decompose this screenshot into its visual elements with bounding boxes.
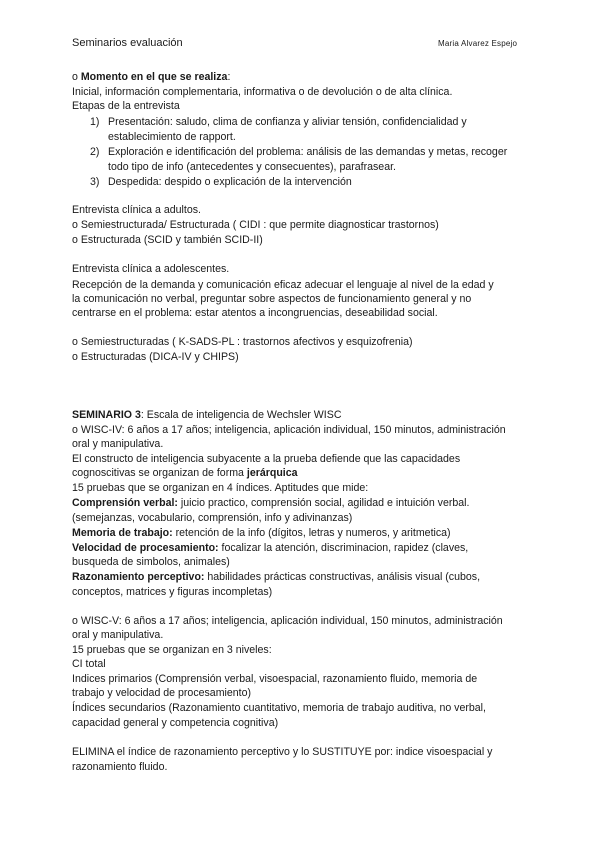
stages-title: Etapas de la entrevista <box>72 100 180 112</box>
document-title: Seminarios evaluación <box>72 37 183 49</box>
adolescentes-item: o Estructuradas (DICA-IV y CHIPS) <box>72 351 239 363</box>
indice-line: conceptos, matrices y figuras incompletas) <box>72 586 273 598</box>
adolescentes-line: centrarse en el problema: estar atentos a incongruencias, deseabilidad social. <box>72 307 438 319</box>
adolescentes-line: la comunicación no verbal, preguntar sobre aspectos de funcionamiento general y no <box>72 293 472 305</box>
indice-line: Razonamiento perceptivo: habilidades prácticas constructivas, análisis visual (cubos, <box>72 571 481 583</box>
adolescentes-item: o Semiestructuradas ( K-SADS-PL : trastornos afectivos y esquizofrenia) <box>72 336 413 348</box>
indice-line: busqueda de simbolos, animales) <box>72 556 230 568</box>
stage-number: 2) <box>90 146 100 158</box>
wisc5-line: oral y manipulativa. <box>72 629 164 641</box>
indice-line: Memoria de trabajo: retención de la info (dígitos, letras y numeros, y aritmetica) <box>72 527 451 539</box>
wisc5-line: o WISC-V: 6 años a 17 años; inteligencia, aplicación individual, 150 minutos, administración <box>72 615 503 627</box>
wisc5-line: Indices primarios (Comprensión verbal, visoespacial, razonamiento fluido, memoria de <box>72 673 478 685</box>
elimina-line: razonamiento fluido. <box>72 761 168 773</box>
wisc5-line: CI total <box>72 658 106 670</box>
indice-line: Velocidad de procesamiento: focalizar la atención, discriminacion, rapidez (claves, <box>72 542 469 554</box>
adultos-title: Entrevista clínica a adultos. <box>72 204 201 216</box>
wisc4-line: o WISC-IV: 6 años a 17 años; inteligencia, aplicación individual, 150 minutos, administración <box>72 424 506 436</box>
stage-text: Presentación: saludo, clima de confianza y aliviar tensión, confidencialidad y <box>108 116 467 128</box>
author-name: Maria Alvarez Espejo <box>438 39 518 48</box>
momento-heading: o Momento en el que se realiza: <box>72 71 231 83</box>
stage-number: 3) <box>90 176 100 188</box>
construct-line: El constructo de inteligencia subyacente a la prueba defiende que las capacidades <box>72 453 461 465</box>
indice-line: Comprensión verbal: juicio practico, comprensión social, agilidad e intuición verbal. <box>72 497 470 509</box>
stage-text: todo tipo de info (antecedentes y consecuentes), parafrasear. <box>108 161 396 173</box>
construct-line: cognoscitivas se organizan de forma jerárquica <box>72 467 298 479</box>
wisc5-line: Índices secundarios (Razonamiento cuantitativo, memoria de trabajo auditiva, no verbal, <box>72 702 486 714</box>
stage-text: Despedida: despido o explicación de la intervención <box>108 176 352 188</box>
wisc5-line: capacidad general y competencia cognitiva) <box>72 717 279 729</box>
adolescentes-line: Recepción de la demanda y comunicación eficaz adecuar el lenguaje al nivel de la edad y <box>72 279 494 291</box>
adolescentes-title: Entrevista clínica a adolescentes. <box>72 263 230 275</box>
adultos-item: o Semiestructurada/ Estructurada ( CIDI : que permite diagnosticar trastornos) <box>72 219 439 231</box>
adultos-item: o Estructurada (SCID y también SCID-II) <box>72 234 263 246</box>
stage-number: 1) <box>90 116 100 128</box>
pruebas-line: 15 pruebas que se organizan en 4 índices. Aptitudes que mide: <box>72 482 369 494</box>
wisc4-line: oral y manipulativa. <box>72 438 164 450</box>
wisc5-line: 15 pruebas que se organizan en 3 niveles: <box>72 644 272 656</box>
stage-text: establecimiento de rapport. <box>108 131 236 143</box>
momento-types: Inicial, información complementaria, informativa o de devolución o de alta clínica. <box>72 86 453 98</box>
elimina-line: ELIMINA el índice de razonamiento perceptivo y lo SUSTITUYE por: indice visoespacial y <box>72 746 493 758</box>
indice-line: (semejanzas, vocabulario, comprensión, info y adivinanzas) <box>72 512 353 524</box>
seminario3-heading: SEMINARIO 3: Escala de inteligencia de Wechsler WISC <box>72 409 342 421</box>
stage-text: Exploración e identificación del problema: análisis de las demandas y metas, recoger <box>108 146 508 158</box>
wisc5-line: trabajo y velocidad de procesamiento) <box>72 687 252 699</box>
